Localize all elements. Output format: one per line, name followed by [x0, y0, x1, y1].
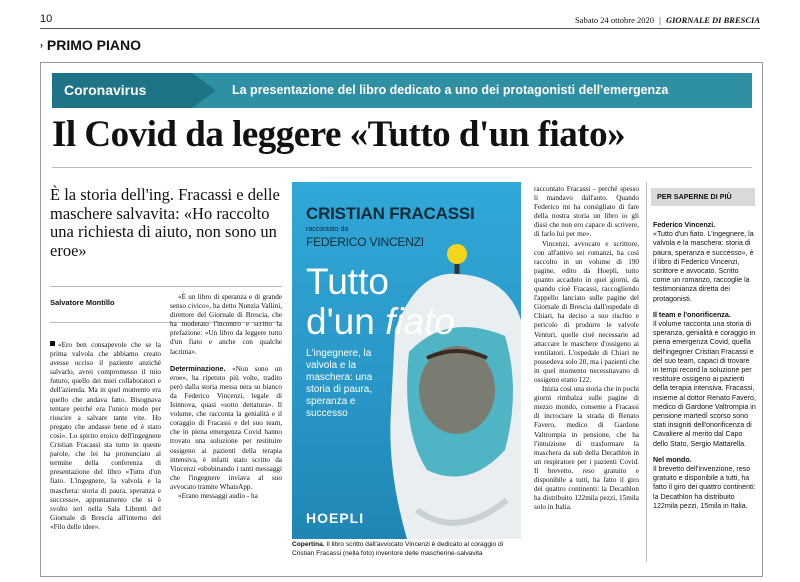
sidebar-heading: Federico Vincenzi. — [653, 221, 716, 229]
paragraph: «Erano messaggi audio - ha — [178, 491, 258, 500]
byline-rule — [50, 286, 282, 287]
sidebar-heading: Il team e l'onorificenza. — [653, 310, 731, 319]
subheadline: È la storia dell'ing. Fracassi e delle maschere salvavita: «Ho raccolto una richiesta di aiuto, non sono un eroe» — [50, 185, 280, 260]
sidebar-divider — [646, 182, 647, 562]
section-label: › PRIMO PIANO — [40, 37, 142, 53]
sidebar-paragraph: Il volume racconta una storia di speranza, genialità e coraggio in piena emergenza Covid, quella dell'ingegner Cristian Fracassi e del suo team, capaci di trovare in tempi record la soluzione per restituire ossigeno ai pazienti della terapia intensiva. Fracassi, insieme al dottor Renato Favero, medico di Gardone Valtrompia in pensione martedì scorso sono stati insigniti dell'onorificenza di Cavaliere al merito dal Capo dello Stato, Sergio Mattarella. — [653, 320, 756, 448]
article-column-1: «Ero ben consapevole che se la prima valvola che abbiamo creato avesse ucciso il paziente anziché salvarlo, avrei compromesso il mio futuro, quello dei miei collaboratori e dell'azienda. Ma in quel momento era quello che andava fatto. Bisognava tentare perché era l'unico modo per riuscire a salvare tante vite. Ho pregato che andasse bene ed è stato così». Lo spirito eroico dell'ingegnere Cristian Fracassi sta tutto in queste parole, che lei ha pronunciato al termine della conferenza di presentazione del libro «Tutto d'un fiato. L'ingegnere, la valvola e la maschera: storia di paura, speranza e successo», appuntamento che si è svolto ieri nella Sala Libretti del Giornale di Brescia all'interno del «Filo delle idee». — [50, 341, 161, 531]
date-line: Sabato 24 ottobre 2020 | GIORNALE DI BRESCIA — [574, 15, 760, 25]
paragraph: Vincenzi, avvocato e scrittore, con all'attivo sei romanzi, ha così raccolto in un volume di 190 pagine, edito da Hoepli, tutto quanto accaduto in quei giorni, da quando cioè Fracassi, raccogliendo l'appello lanciato sulle pagine del Giornale di Brescia dall'ospedale di Chiari, ha deciso a suo rischio e pericolo di produrre le valvole Venturi, quelle cioè necessarie ad attaccare le maschere d'ossigeno ai ventilatori. L'ospedale di Chiari ne possedeva solo 20, ma i pazienti che in quel momento necessitavano di ossigeno erano 122. — [534, 239, 639, 384]
banner-tag: Coronavirus — [52, 73, 192, 108]
paragraph: raccontato Fracassi - perché spesso li mandavo dall'auto. Quando Federico mi ha consigliato di fare della nostra storia un libro io gli dissi che non ero capace di scrivere, di farlo lui per me». — [534, 185, 639, 239]
photo-caption: Copertina. Il libro scritto dall'avvocato Vincenzi è dedicato al coraggio di Cristian Fracassi (nella foto) inventore delle mascherine-salvavita — [292, 541, 504, 557]
byline: Salvatore Montillo — [50, 298, 115, 307]
paragraph: «È un libro di speranza e di grande senso civico», ha detto Nunzia Vallini, direttore del Giornale di Brescia, che ha moderato l'incontro e scritto la prefazione: «Un libro da leggere tutto d'un fiato e anche con qualche lacrima». — [170, 293, 282, 356]
book-subtitle: L'ingegnere, la valvola e la maschera: una storia di paura, speranza e successo — [306, 348, 373, 419]
headline: Il Covid da leggere «Tutto d'un fiato» — [52, 114, 626, 155]
book-cover — [292, 182, 521, 539]
newspaper-name: GIORNALE DI BRESCIA — [665, 15, 760, 25]
book-coauthor: FEDERICO VINCENZI — [306, 235, 424, 249]
section-chevron-icon: › — [40, 40, 43, 50]
paragraph: Inizia così una storia che in pochi giorni rimbalza sulle pagine di mezzo mondo, consente a Fracassi di incrociare la strada di Renato Favero, medico di Gardone Valtrompia in pensione, che ha l'intuizione di trasformare la maschera da sub della Decathlon in un respiratore per i pazienti Covid. Il brevetto, reso gratuito e disponibile a tutti, ha fatto il giro dei quattro continenti: la Decathlon ha distribuito 122mila pezzi, 15mila solo in Italia. — [534, 385, 639, 512]
book-title: Tutto d'un fiato — [306, 261, 456, 342]
article-column-2: «È un libro di speranza e di grande senso civico», ha detto Nunzia Vallini, direttore del Giornale di Brescia, che ha moderato l'incontro e scritto la prefazione: «Un libro da leggere tutto d'un fiato e anche con qualche lacrima». Determinazione. «Non sono un eroe», ha ripetuto più volte, tradito però dalla storia messa nera su bianco da Federico Vincenzi, legale di Isinnova, quasi «sotto dettatura». Il volume, che racconta la genialità e il coraggio di Fracassi e del suo team, che in piena emergenza Covid hanno trovato una soluzione per restituire ossigeno ai pazienti della terapia intensiva, è infatti stato scritto da Vincenzi «sbobinando i tanti messaggi che l'ingegnere inviava al suo avvocato tramite WhatsApp. «Erano messaggi audio - ha — [170, 293, 282, 500]
issue-date: Sabato 24 ottobre 2020 — [574, 15, 655, 25]
article-column-3 — [534, 185, 639, 512]
sidebar-paragraph: «Tutto d'un fiato. L'ingegnere, la valvola e la maschera: storia di paura, speranza e successo», è il libro di Federico Vincenzi, scrittore e avvocato. Scritto come un romanzo, raccoglie la testimonianza diretta dei protagonisti. — [653, 230, 754, 303]
sidebar-paragraph: Il brevetto dell'invenzione, reso gratuito e disponibile a tutti, ha fatto il giro dei quattro continenti: la Decathlon ha distribuito 122mila pezzi, 15mila in Italia. — [653, 465, 756, 510]
book-publisher: HOEPLI — [306, 510, 365, 526]
banner-chevron-icon — [192, 73, 216, 108]
caption-label: Copertina. — [292, 541, 325, 548]
book-author: CRISTIAN FRACASSI — [306, 204, 475, 223]
paragraph-heading: Determinazione. — [170, 363, 226, 373]
sidebar-header: PER SAPERNE DI PIÙ — [651, 188, 755, 206]
headline-rule — [52, 167, 752, 168]
paragraph-marker-icon — [50, 341, 55, 346]
banner-text: La presentazione del libro dedicato a uno dei protagonisti dell'emergenza — [232, 83, 669, 97]
page-number: 10 — [40, 13, 53, 25]
top-rule — [40, 28, 760, 29]
sidebar-heading: Nel mondo. — [653, 455, 692, 464]
book-told-by: raccontato da — [306, 226, 349, 233]
sidebar-body — [653, 221, 757, 511]
